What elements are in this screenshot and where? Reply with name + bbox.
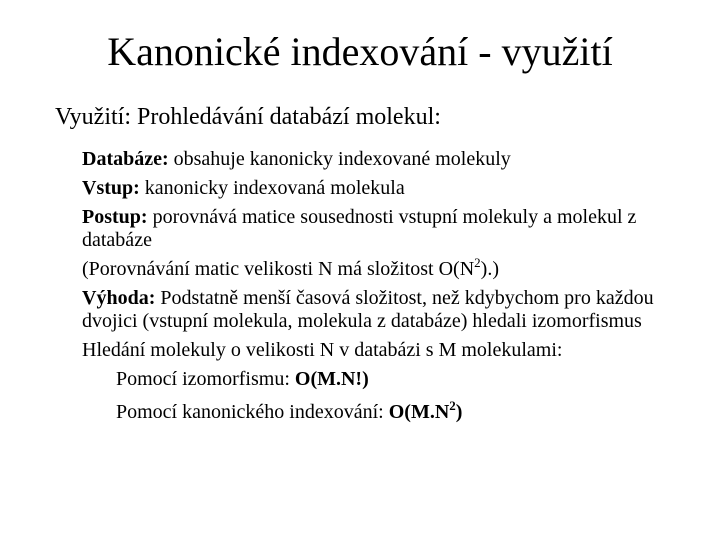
slide-title: Kanonické indexování - využití	[107, 29, 613, 74]
isomorphism-complexity: O(M.N!)	[294, 368, 369, 390]
canonical-complexity	[388, 398, 463, 423]
input-label: Vstup:	[82, 177, 140, 199]
procedure-text: porovnává matice sousednosti vstupní molekuly a molekul z databáze	[82, 206, 637, 251]
procedure-label: Postup:	[82, 206, 148, 228]
input-text: kanonicky indexovaná molekula	[139, 177, 405, 199]
comparison-line	[82, 255, 702, 281]
comparison-exponent: 2	[474, 255, 481, 270]
canonical-complexity-base: O(M.N	[388, 401, 450, 423]
slide-body	[82, 148, 702, 434]
database-text: obsahuje kanonicky indexované molekuly	[168, 148, 511, 170]
isomorphism-line	[82, 368, 702, 391]
database-line	[82, 148, 702, 171]
comparison-tail: ).)	[480, 258, 499, 280]
procedure-line	[82, 206, 702, 252]
isomorphism-text: Pomocí izomorfismu:	[116, 368, 295, 390]
canonical-line	[82, 398, 702, 424]
search-line: Hledání molekuly o velikosti N v databázi s M molekulami:	[82, 339, 563, 361]
canonical-complexity-tail: )	[455, 401, 463, 423]
advantage-text: Podstatně menší časová složitost, než kdybychom pro každou dvojici (vstupní molekula, molekula z databáze) hledali izomorfismus	[82, 287, 654, 332]
advantage-line	[82, 287, 702, 333]
comparison-text: (Porovnávání matic velikosti N má složitost O(N	[82, 258, 475, 280]
database-label: Databáze:	[82, 148, 169, 170]
advantage-label: Výhoda:	[82, 287, 156, 309]
input-line	[82, 177, 702, 200]
slide-subtitle: Využití: Prohledávání databází molekul:	[55, 104, 441, 130]
canonical-text: Pomocí kanonického indexování:	[116, 401, 389, 423]
canonical-complexity-exponent: 2	[449, 398, 456, 413]
